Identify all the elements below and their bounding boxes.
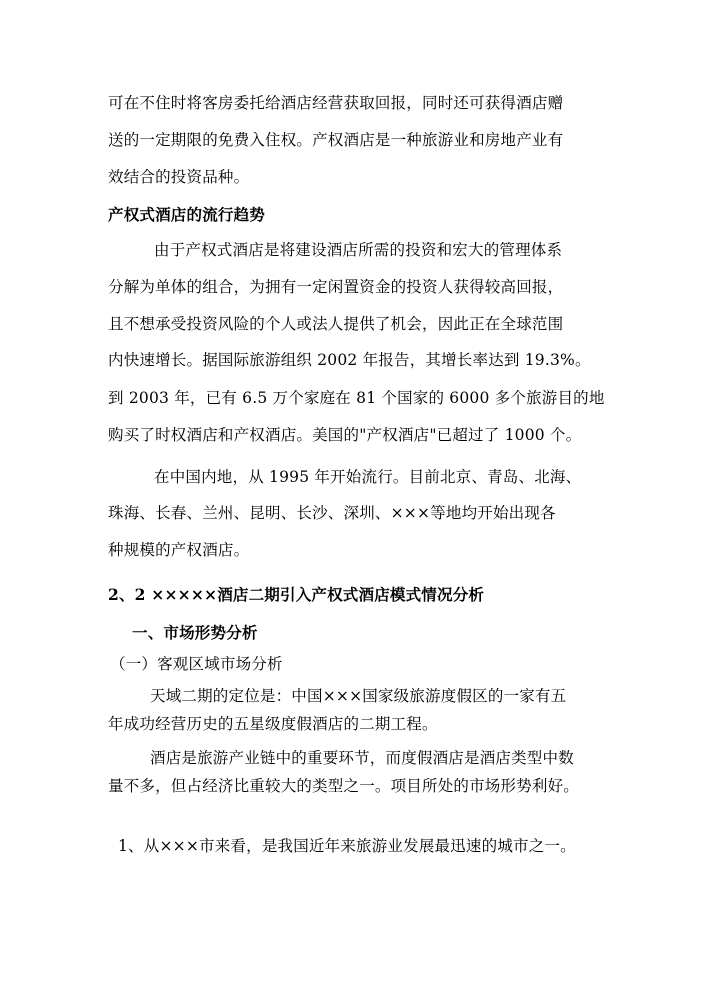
paragraph-line: 购买了时权酒店和产权酒店。美国的"产权酒店"已超过了 1000 个。 <box>108 426 582 444</box>
paragraph-line: 可在不住时将客房委托给酒店经营获取回报，同时还可获得酒店赠 <box>108 94 564 112</box>
paragraph-line: 天域二期的定位是：中国×××国家级旅游度假区的一家有五 <box>150 687 567 705</box>
paragraph-line: 由于产权式酒店是将建设酒店所需的投资和宏大的管理体系 <box>154 241 563 259</box>
paragraph-line: 效结合的投资品种。 <box>108 168 250 186</box>
paragraph-line: 年成功经营历史的五星级度假酒店的二期工程。 <box>108 715 438 733</box>
chapter-heading: 2、2 ×××××酒店二期引入产权式酒店模式情况分析 <box>108 585 485 604</box>
paragraph-line: 分解为单体的组合，为拥有一定闲置资金的投资人获得较高回报， <box>108 278 564 296</box>
paragraph-line: 种规模的产权酒店。 <box>108 541 250 559</box>
paragraph-line: 送的一定期限的免费入住权。产权酒店是一种旅游业和房地产业有 <box>108 131 564 149</box>
numbered-item: 1、从×××市来看，是我国近年来旅游业发展最迅速的城市之一。 <box>118 837 576 855</box>
paragraph-line: 到 2003 年，已有 6.5 万个家庭在 81 个国家的 6000 多个旅游目的地 <box>108 389 605 407</box>
paragraph-line: 珠海、长春、兰州、昆明、长沙、深圳、×××等地均开始出现各 <box>108 504 556 522</box>
paragraph-line: 内快速增长。据国际旅游组织 2002 年报告，其增长率达到 19.3%。 <box>108 351 591 369</box>
subsection-heading: 一、市场形势分析 <box>132 623 258 642</box>
subsection-title: （一）客观区域市场分析 <box>110 655 283 673</box>
paragraph-line: 且不想承受投资风险的个人或法人提供了机会，因此正在全球范围 <box>108 315 564 333</box>
paragraph-line: 在中国内地，从 1995 年开始流行。目前北京、青岛、北海、 <box>154 468 582 486</box>
paragraph-line: 量不多，但占经济比重较大的类型之一。项目所处的市场形势利好。 <box>108 777 580 795</box>
paragraph-line: 酒店是旅游产业链中的重要环节，而度假酒店是酒店类型中数 <box>150 749 574 767</box>
section-heading: 产权式酒店的流行趋势 <box>108 205 266 224</box>
